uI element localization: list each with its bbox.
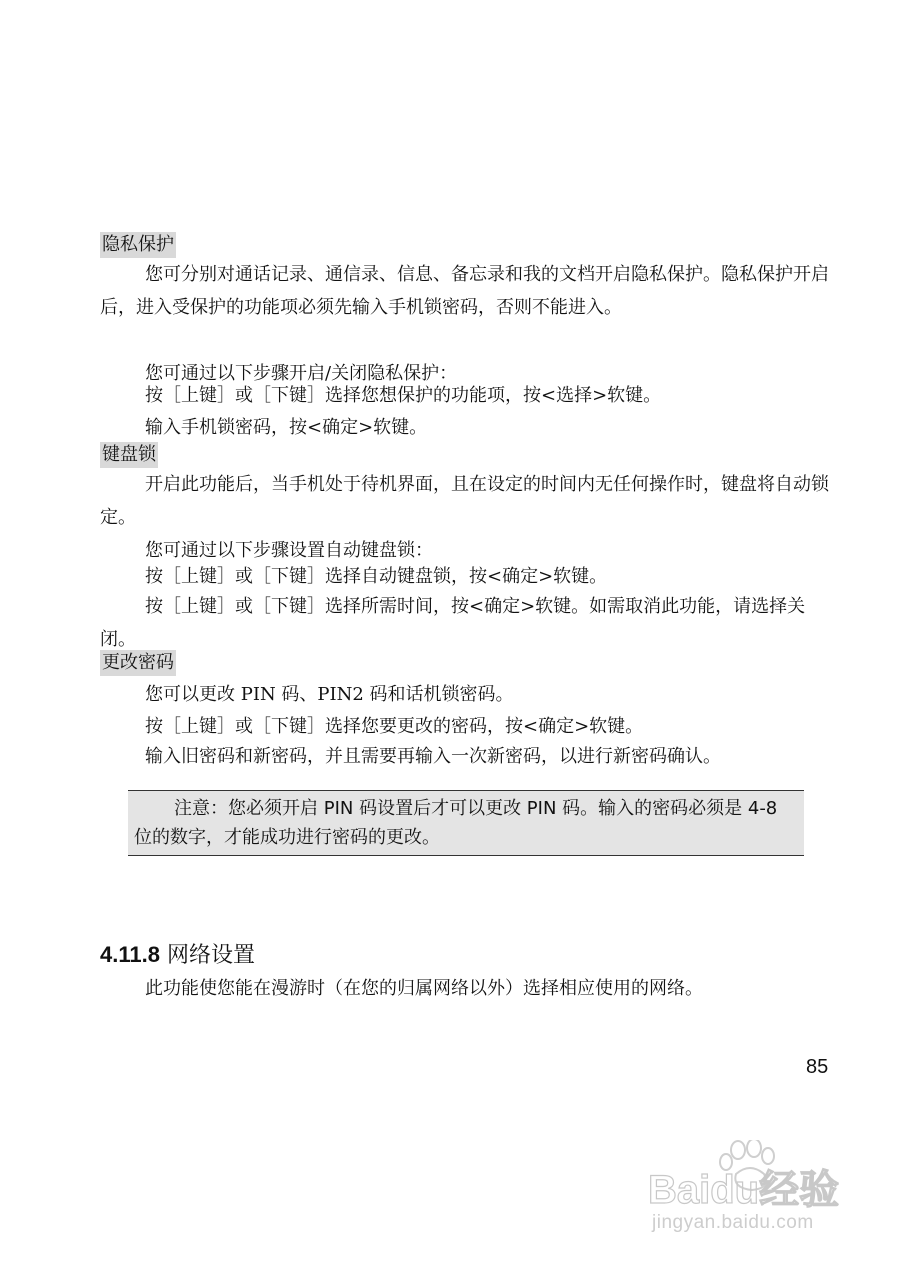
privacy-step-2: 输入手机锁密码，按<确定>软键。 — [145, 417, 428, 438]
subsection-number: 4.11.8 — [100, 942, 160, 967]
subsection-heading-network — [100, 938, 255, 973]
change-password-step-2: 输入旧密码和新密码，并且需要再输入一次新密码，以进行新密码确认。 — [145, 746, 721, 767]
section-heading-keypad-lock: 键盘锁 — [100, 442, 158, 468]
section-heading-change-password: 更改密码 — [100, 650, 176, 676]
privacy-step-1: 按［上键］或［下键］选择您想保护的功能项，按<选择>软键。 — [145, 385, 662, 406]
watermark-url: jingyan.baidu.com — [652, 1212, 814, 1233]
watermark-brand: Baidu经验 — [648, 1168, 840, 1212]
section-heading-privacy: 隐私保护 — [100, 232, 176, 258]
keypad-lock-steps-intro: 您可通过以下步骤设置自动键盘锁： — [145, 540, 433, 561]
change-password-intro: 您可以更改 PIN 码、PIN2 码和话机锁密码。 — [145, 684, 514, 705]
keypad-lock-step-2: 按［上键］或［下键］选择所需时间，按<确定>软键。如需取消此功能，请选择关闭。 — [100, 596, 806, 650]
change-password-step-1: 按［上键］或［下键］选择您要更改的密码，按<确定>软键。 — [145, 716, 644, 737]
privacy-intro: 您可分别对通话记录、通信录、信息、备忘录和我的文档开启隐私保护。隐私保护开启后，进入受保护的功能项必须先输入手机锁密码，否则不能进入。 — [100, 264, 829, 318]
keypad-lock-intro: 开启此功能后，当手机处于待机界面，且在设定的时间内无任何操作时，键盘将自动锁定。 — [100, 474, 829, 528]
keypad-lock-step-1: 按［上键］或［下键］选择自动键盘锁，按<确定>软键。 — [145, 566, 608, 587]
note-box — [128, 790, 804, 856]
note-text: 注意：您必须开启 PIN 码设置后才可以更改 PIN 码。输入的密码必须是 4-8 位的数字，才能成功进行密码的更改。 — [134, 798, 778, 848]
network-intro: 此功能使您能在漫游时（在您的归属网络以外）选择相应使用的网络。 — [145, 978, 703, 999]
privacy-steps-intro: 您可通过以下步骤开启/关闭隐私保护： — [145, 363, 458, 384]
page-number: 85 — [806, 1056, 829, 1078]
subsection-title: 网络设置 — [166, 943, 255, 968]
